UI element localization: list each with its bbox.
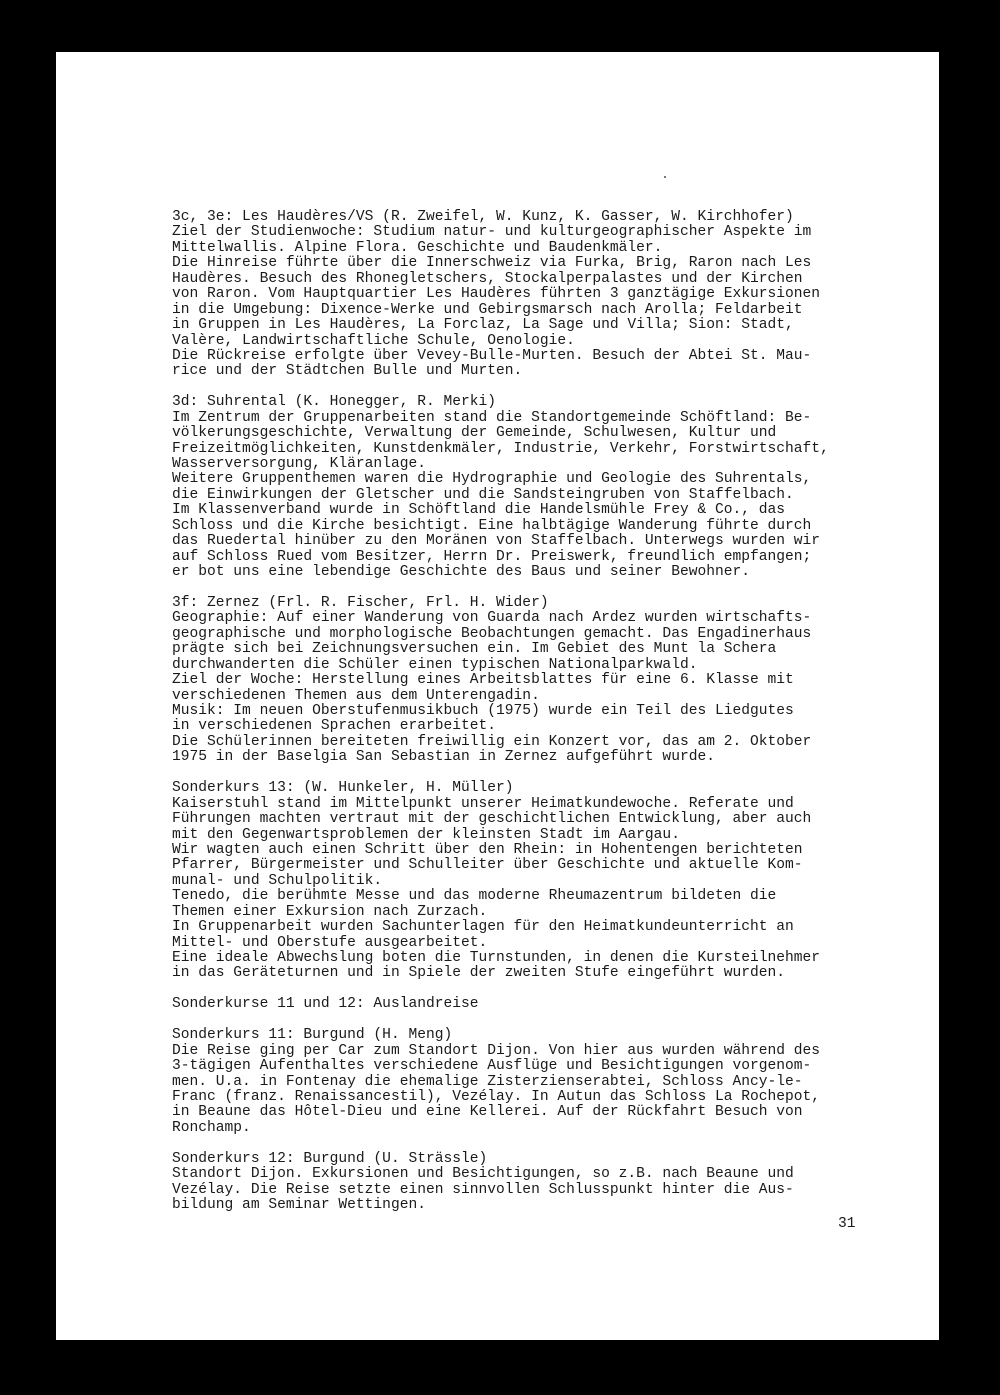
- section: [172, 1152, 892, 1214]
- text-line: von Raron. Vom Hauptquartier Les Haudères führten 3 ganztägige Exkursionen: [172, 286, 821, 303]
- text-line: Schloss und die Kirche besichtigt. Eine halbtägige Wanderung führte durch: [172, 517, 812, 534]
- text-line: Im Klassenverband wurde in Schöftland die Handelsmühle Frey & Co., das: [172, 502, 786, 519]
- text-line: Führungen machten vertraut mit der geschichtlichen Entwicklung, aber auch: [172, 811, 812, 828]
- text-line: in Beaune das Hôtel-Dieu und eine Kellerei. Auf der Rückfahrt Besuch von: [172, 1104, 803, 1121]
- text-line: Themen einer Exkursion nach Zurzach.: [172, 903, 488, 920]
- text-line: Franc (franz. Renaissancestil), Vezélay. In Autun das Schloss La Rochepot,: [172, 1088, 821, 1105]
- text-line: völkerungsgeschichte, Verwaltung der Gemeinde, Schulwesen, Kultur und: [172, 425, 777, 442]
- text-line: Ziel der Woche: Herstellung eines Arbeitsblattes für eine 6. Klasse mit: [172, 672, 794, 689]
- section: [172, 395, 892, 580]
- text-line: Wasserversorgung, Kläranlage.: [172, 456, 426, 472]
- text-line: in die Umgebung: Dixence-Werke und Gebirgsmarsch nach Arolla; Feldarbeit: [172, 301, 803, 318]
- section: [172, 596, 892, 766]
- section: [172, 1028, 892, 1136]
- text-line: Vezélay. Die Reise setzte einen sinnvollen Schlusspunkt hinter die Aus-: [172, 1181, 794, 1198]
- speck: [664, 176, 666, 178]
- text-line: Die Schülerinnen bereiteten freiwillig ein Konzert vor, das am 2. Oktober: [172, 733, 812, 750]
- text-line: in Gruppen in Les Haudères, La Forclaz, La Sage und Villa; Sion: Stadt,: [172, 317, 794, 334]
- text-line: mit den Gegenwartsproblemen der kleinsten Stadt im Aargau.: [172, 826, 680, 843]
- text-line: Die Reise ging per Car zum Standort Dijon. Von hier aus wurden während des: [172, 1042, 821, 1059]
- text-line: 1975 in der Baselgia San Sebastian in Zernez aufgeführt wurde.: [172, 749, 715, 766]
- text-line: Weitere Gruppenthemen waren die Hydrographie und Geologie des Suhrentals,: [172, 471, 812, 488]
- text-line: Musik: Im neuen Oberstufenmusikbuch (1975) wurde ein Teil des Liedgutes: [172, 703, 794, 719]
- section-heading-line: 3f: Zernez (Frl. R. Fischer, Frl. H. Wider): [172, 594, 549, 611]
- text-line: prägte sich bei Zeichnungsversuchen ein. Im Gebiet des Munt la Schera: [172, 641, 777, 658]
- text-line: Tenedo, die berühmte Messe und das moderne Rheumazentrum bildeten die: [172, 888, 777, 905]
- text-line: Haudères. Besuch des Rhonegletschers, Stockalperpalastes und der Kirchen: [172, 270, 803, 287]
- text-line: in das Geräteturnen und in Spiele der zweiten Stufe eingeführt wurden.: [172, 965, 786, 982]
- text-line: durchwanderten die Schüler einen typischen Nationalparkwald.: [172, 656, 698, 673]
- section-heading-line: Sonderkurs 11: Burgund (H. Meng): [172, 1027, 453, 1044]
- text-line: rice und der Städtchen Bulle und Murten.: [172, 363, 523, 380]
- page-number: 31: [838, 1216, 856, 1232]
- text-line: Kaiserstuhl stand im Mittelpunkt unserer Heimatkundewoche. Referate und: [172, 795, 794, 812]
- text-line: Die Hinreise führte über die Innerschweiz via Furka, Brig, Raron nach Les: [172, 255, 812, 272]
- text-line: Die Rückreise erfolgte über Vevey-Bulle-Murten. Besuch der Abtei St. Mau-: [172, 347, 812, 364]
- text-line: Mittelwallis. Alpine Flora. Geschichte und Baudenkmäler.: [172, 239, 663, 256]
- section-heading-line: Sonderkurs 12: Burgund (U. Strässle): [172, 1150, 488, 1167]
- text-line: er bot uns eine lebendige Geschichte des Baus und seiner Bewohner.: [172, 564, 751, 581]
- text-line: Mittel- und Oberstufe ausgearbeitet.: [172, 934, 488, 951]
- text-line: Freizeitmöglichkeiten, Kunstdenkmäler, Industrie, Verkehr, Forstwirtschaft,: [172, 440, 829, 457]
- section: [172, 997, 892, 1012]
- text-line: Eine ideale Abwechslung boten die Turnstunden, in denen die Kursteilnehmer: [172, 950, 821, 966]
- text-line: verschiedenen Themen aus dem Unterengadin.: [172, 687, 540, 704]
- text-line: Pfarrer, Bürgermeister und Schulleiter über Geschichte und aktuelle Kom-: [172, 857, 803, 874]
- text-line: Wir wagten auch einen Schritt über den Rhein: in Hohentengen berichteten: [172, 841, 803, 858]
- text-line: Standort Dijon. Exkursionen und Besichtigungen, so z.B. nach Beaune und: [172, 1166, 794, 1183]
- text-line: Ronchamp.: [172, 1119, 251, 1136]
- section: [172, 781, 892, 982]
- section: [172, 210, 892, 380]
- text-line: men. U.a. in Fontenay die ehemalige Zisterzienserabtei, Schloss Ancy-le-: [172, 1073, 803, 1090]
- document-body: [172, 210, 892, 1229]
- text-line: auf Schloss Rued vom Besitzer, Herrn Dr. Preiswerk, freundlich empfangen;: [172, 548, 812, 565]
- text-line: 3-tägigen Aufenthaltes verschiedene Ausflüge und Besichtigungen vorgenom-: [172, 1058, 812, 1075]
- section-heading-line: Sonderkurse 11 und 12: Auslandreise: [172, 996, 479, 1013]
- text-line: In Gruppenarbeit wurden Sachunterlagen für den Heimatkundeunterricht an: [172, 919, 794, 936]
- section-heading-line: 3d: Suhrental (K. Honegger, R. Merki): [172, 394, 497, 411]
- text-line: munal- und Schulpolitik.: [172, 872, 383, 889]
- text-line: in verschiedenen Sprachen erarbeitet.: [172, 718, 497, 735]
- text-line: Ziel der Studienwoche: Studium natur- und kulturgeographischer Aspekte im: [172, 224, 812, 241]
- text-line: die Einwirkungen der Gletscher und die Sandsteingruben von Staffelbach.: [172, 486, 794, 503]
- text-line: das Ruedertal hinüber zu den Moränen von Staffelbach. Unterwegs wurden wir: [172, 533, 821, 550]
- section-heading-line: Sonderkurs 13: (W. Hunkeler, H. Müller): [172, 780, 514, 797]
- text-line: bildung am Seminar Wettingen.: [172, 1197, 426, 1213]
- text-line: Valère, Landwirtschaftliche Schule, Oenologie.: [172, 332, 575, 349]
- section-heading-line: 3c, 3e: Les Haudères/VS (R. Zweifel, W. Kunz, K. Gasser, W. Kirchhofer): [172, 209, 794, 225]
- text-line: Im Zentrum der Gruppenarbeiten stand die Standortgemeinde Schöftland: Be-: [172, 409, 812, 426]
- text-line: geographische und morphologische Beobachtungen gemacht. Das Engadinerhaus: [172, 625, 812, 642]
- text-line: Geographie: Auf einer Wanderung von Guarda nach Ardez wurden wirtschafts-: [172, 610, 812, 627]
